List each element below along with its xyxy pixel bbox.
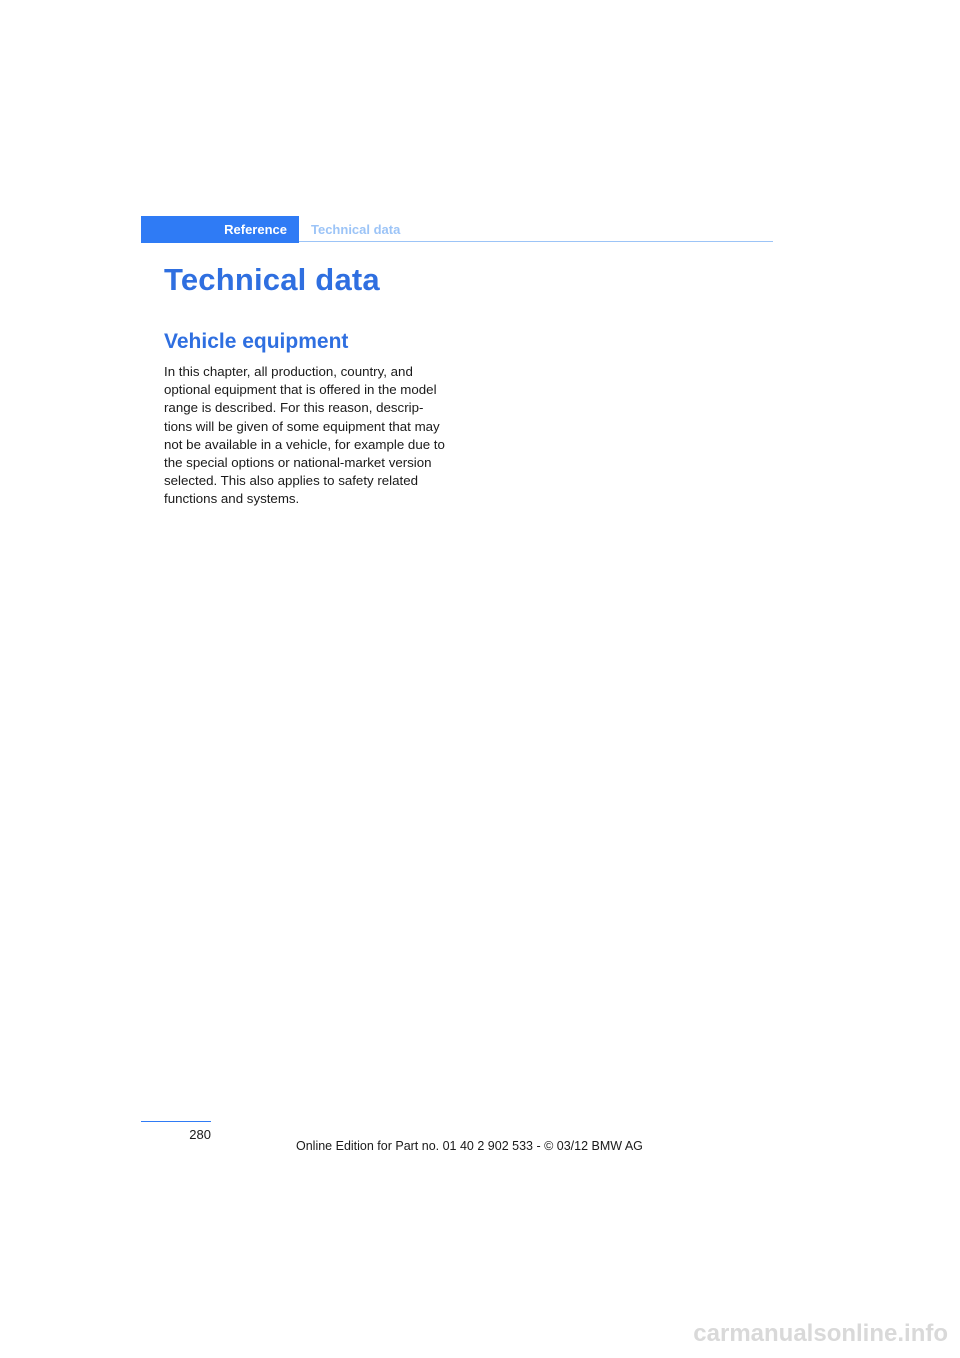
page-number: 280 (189, 1127, 211, 1142)
paragraph-line: functions and systems. (164, 491, 300, 507)
page-number-rule (141, 1121, 211, 1122)
running-header (141, 216, 773, 243)
paragraph-line: optional equipment that is offered in the model (164, 382, 437, 398)
body-paragraph (164, 363, 464, 509)
edition-footer: Online Edition for Part no. 01 40 2 902 533 - © 03/12 BMW AG (296, 1139, 643, 1153)
paragraph-line: range is described. For this reason, descrip- (164, 400, 424, 416)
watermark-text: carmanualsonline.info (693, 1320, 948, 1347)
paragraph-line: the special options or national-market version (164, 455, 432, 471)
header-section-label: Reference (141, 216, 299, 243)
section-heading: Vehicle equipment (164, 330, 349, 353)
paragraph-line: In this chapter, all production, country, and (164, 364, 413, 379)
paragraph-line: selected. This also applies to safety related (164, 473, 419, 489)
paragraph-line: tions will be given of some equipment that may (164, 418, 440, 434)
header-rule (299, 241, 773, 242)
paragraph-line: not be available in a vehicle, for example due to (164, 436, 445, 452)
page-title: Technical data (164, 262, 380, 297)
header-chapter-label: Technical data (311, 222, 401, 237)
